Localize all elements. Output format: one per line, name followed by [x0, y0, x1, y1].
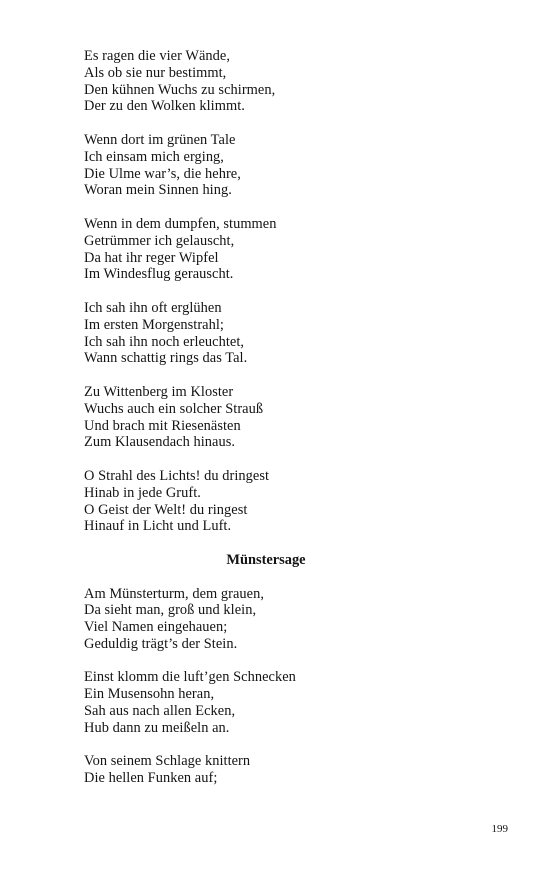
verse-line: Wann schattig rings das Tal.	[84, 350, 248, 367]
verse-line: Sah aus nach allen Ecken,	[84, 703, 236, 720]
stanza-gap	[84, 367, 464, 384]
poem2-stanza-2	[84, 669, 464, 736]
verse-line: Die hellen Funken auf;	[84, 770, 218, 787]
verse-line: Zum Klausendach hinaus.	[84, 434, 236, 451]
stanza-gap	[84, 115, 464, 132]
verse-line: Viel Namen eingehauen;	[84, 619, 228, 636]
stanza-gap	[84, 569, 464, 586]
verse-line: Geduldig trägt’s der Stein.	[84, 635, 238, 652]
verse-line: Von seinem Schlage knittern	[84, 753, 251, 770]
verse-line: Den kühnen Wuchs zu schirmen,	[84, 81, 276, 98]
poem-title: Münstersage	[226, 551, 306, 568]
stanza-gap	[84, 737, 464, 754]
verse-line: Da sieht man, groß und klein,	[84, 602, 257, 619]
verse-line: Als ob sie nur bestimmt,	[84, 64, 227, 81]
verse-line: Woran mein Sinnen hing.	[84, 182, 232, 199]
verse-line: Wuchs auch ein solcher Strauß	[84, 400, 264, 417]
verse-line: Ein Musensohn heran,	[84, 686, 215, 703]
poem1-stanza-2	[84, 132, 464, 199]
stanza-gap	[84, 451, 464, 468]
verse-line: Getrümmer ich gelauscht,	[84, 232, 235, 249]
verse-line: Ich sah ihn noch erleuchtet,	[84, 333, 245, 350]
verse-line: Da hat ihr reger Wipfel	[84, 249, 219, 266]
verse-line: Ich sah ihn oft erglühen	[84, 299, 222, 316]
verse-line: Hub dann zu meißeln an.	[84, 719, 230, 736]
poem1-stanza-5	[84, 384, 464, 451]
verse-line: Ich einsam mich erging,	[84, 148, 224, 165]
verse-line: Im Windesflug gerauscht.	[84, 266, 234, 283]
page-number: 199	[491, 823, 508, 835]
poem1-stanza-6	[84, 468, 464, 535]
verse-line: Zu Wittenberg im Kloster	[84, 383, 234, 400]
poem2-stanza-3	[84, 753, 464, 787]
page-text	[84, 48, 464, 787]
verse-line: Am Münsterturm, dem grauen,	[84, 585, 264, 602]
poem1-stanza-3	[84, 216, 464, 283]
poem2-stanza-1	[84, 586, 464, 653]
verse-line: O Geist der Welt! du ringest	[84, 501, 248, 518]
stanza-gap	[84, 199, 464, 216]
verse-line: Hinab in jede Gruft.	[84, 484, 201, 501]
verse-line: Und brach mit Riesenästen	[84, 417, 241, 434]
verse-line: Die Ulme war’s, die hehre,	[84, 165, 241, 182]
stanza-gap	[84, 653, 464, 670]
stanza-gap	[84, 535, 464, 552]
verse-line: Der zu den Wolken klimmt.	[84, 98, 245, 115]
poem1-stanza-4	[84, 300, 464, 367]
verse-line: Wenn in dem dumpfen, stummen	[84, 215, 277, 232]
verse-line: Wenn dort im grünen Tale	[84, 131, 236, 148]
stanza-gap	[84, 283, 464, 300]
verse-line: O Strahl des Lichts! du dringest	[84, 467, 270, 484]
verse-line: Im ersten Morgenstrahl;	[84, 316, 224, 333]
poem1-stanza-1	[84, 48, 464, 115]
verse-line: Einst klomm die luft’gen Schnecken	[84, 669, 296, 686]
verse-line: Es ragen die vier Wände,	[84, 48, 230, 64]
verse-line: Hinauf in Licht und Luft.	[84, 518, 232, 535]
